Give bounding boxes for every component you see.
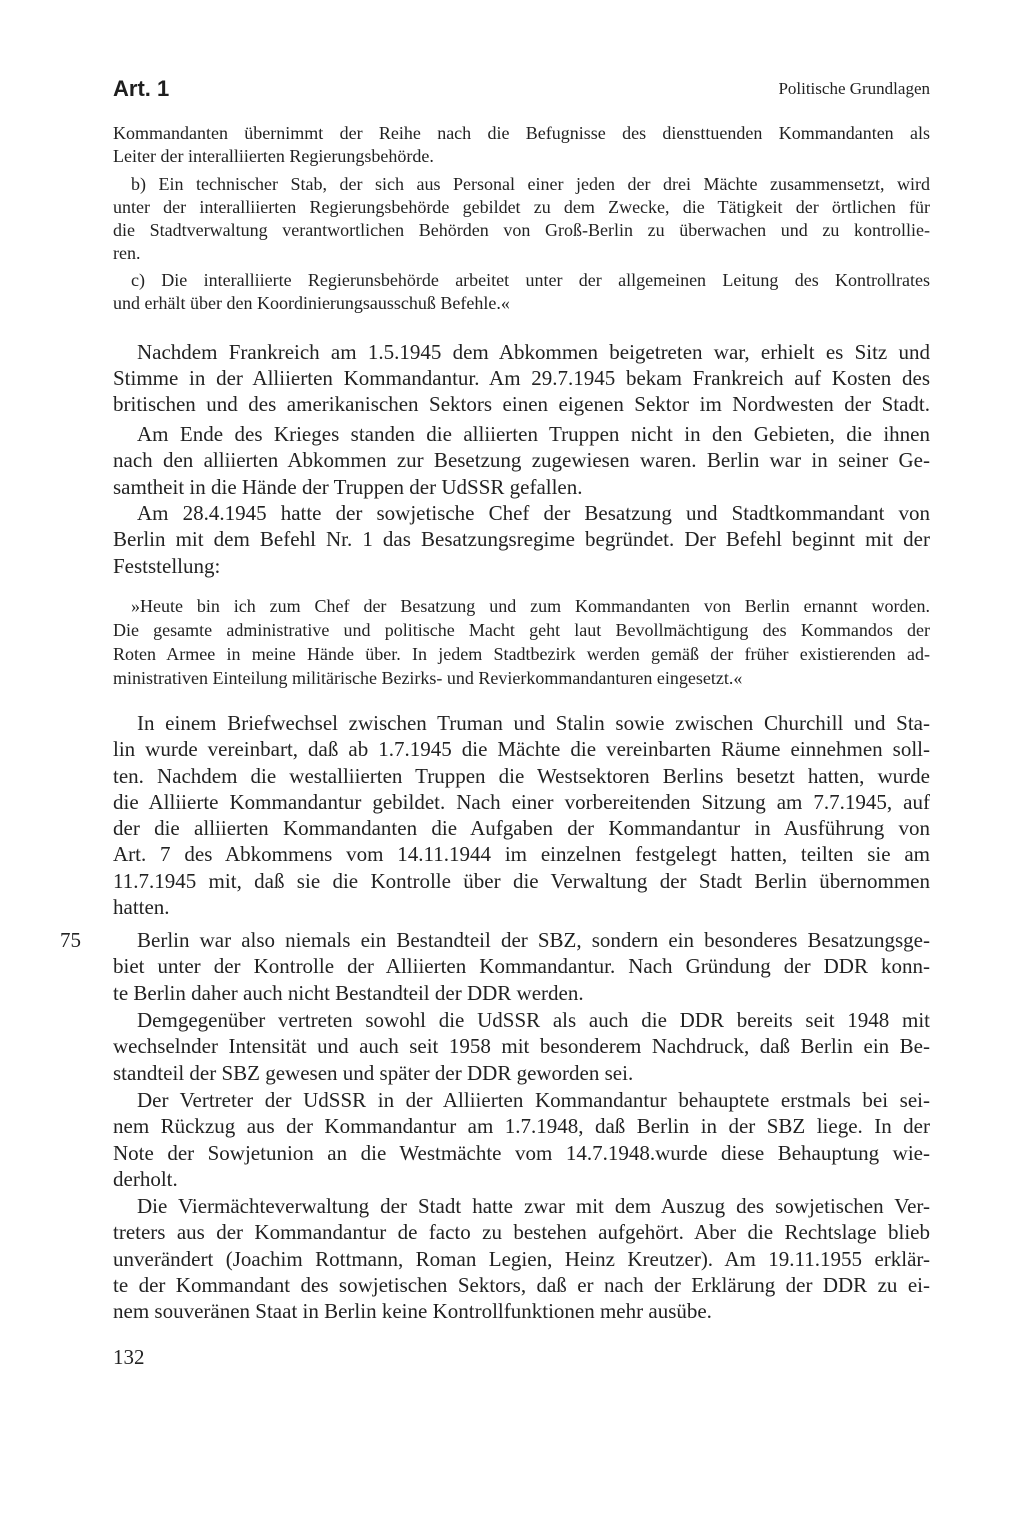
text-line: Der Vertreter der UdSSR in der Alliierten Kommandantur behauptete erstmals bei sei- (137, 1088, 930, 1112)
text-line: In einem Briefwechsel zwischen Truman und Stalin sowie zwischen Churchill und Sta- (137, 711, 930, 735)
text-line: Am Ende des Krieges standen die alliierten Truppen nicht in den Gebieten, die ihnen (137, 422, 930, 446)
text-line: Nachdem Frankreich am 1.5.1945 dem Abkommen beigetreten war, erhielt es Sitz und (137, 339, 930, 364)
text-line: te Berlin daher auch nicht Bestandteil der DDR werden. (113, 980, 584, 1005)
text-line: Die Viermächteverwaltung der Stadt hatte zwar mit dem Auszug des sowjetischen Ver- (137, 1194, 930, 1218)
text-line: ren. (113, 242, 141, 263)
text-line: Berlin war also niemals ein Bestandteil der SBZ, sondern ein besonderes Besatzungsge- (137, 928, 930, 952)
text-line: ten. Nachdem die westalliierten Truppen die Westsektoren Berlins besetzt hatten, wurde (113, 763, 930, 788)
body-paragraph (113, 500, 930, 579)
text-line: Art. 7 des Abkommens vom 14.11.1944 im einzelnen festgelegt hatten, teilten sie am (113, 842, 930, 867)
text-line: der die alliierten Kommandanten die Aufgaben der Kommandantur in Ausführung von (113, 816, 930, 841)
text-line: britischen und des amerikanischen Sektors einen eigenen Sektor im Nordwesten der Stadt. (113, 392, 930, 417)
text-line: Note der Sowjetunion an die Westmächte vom 14.7.1948.wurde diese Behauptung wie- (113, 1140, 930, 1165)
text-line: Roten Armee in meine Hände über. In jedem Stadtbezirk werden gemäß der früher existierenden ad- (113, 644, 930, 664)
body-paragraph (113, 339, 930, 418)
quote-continuation-paragraph (113, 122, 930, 168)
text-line: 11.7.1945 mit, daß sie die Kontrolle über die Verwaltung der Stadt Berlin übernommen (113, 868, 930, 893)
text-line: Demgegenüber vertreten sowohl die UdSSR als auch die DDR bereits seit 1948 mit (137, 1008, 930, 1032)
text-line: wechselnder Intensität und auch seit 1958 mit besonderem Nachdruck, daß Berlin ein Be- (113, 1034, 930, 1059)
body-paragraph (113, 1193, 930, 1324)
text-line: unter der interalliierten Regierungsbehörde gebildet zu dem Zwecke, die Tätigkeit der örtlichen für (113, 196, 930, 217)
text-line: Berlin mit dem Befehl Nr. 1 das Besatzungsregime begründet. Der Befehl beginnt mit der (113, 527, 930, 552)
body-paragraph (113, 1007, 930, 1086)
text-line: Leiter der interalliierten Regierungsbehörde. (113, 145, 434, 166)
text-line: Kommandanten übernimmt der Reihe nach die Befugnisse des diensttuenden Kommandanten als (113, 122, 930, 143)
text-line: die Stadtverwaltung verantwortlichen Behörden von Groß-Berlin zu überwachen und zu kontrollie- (113, 219, 930, 240)
body-paragraph (113, 1087, 930, 1192)
text-line: nach den alliierten Abkommen zur Besetzung zugewiesen waren. Berlin war in seiner Ge- (113, 448, 930, 473)
text-line: nem souveränen Staat in Berlin keine Kontrollfunktionen mehr ausübe. (113, 1299, 712, 1324)
text-line: b) Ein technischer Stab, der sich aus Personal einer jeden der drei Mächte zusammensetzt, wird (131, 173, 930, 194)
text-line: samtheit in die Hände der Truppen der UdSSR gefallen. (113, 474, 583, 499)
block-quote (113, 594, 930, 690)
text-line: lin wurde vereinbart, daß ab 1.7.1945 die Mächte die vereinbarten Räume einnehmen soll- (113, 737, 930, 762)
text-line: derholt. (113, 1166, 178, 1191)
text-line: biet unter der Kontrolle der Alliierten Kommandantur. Nach Gründung der DDR konn- (113, 954, 930, 979)
text-line: c) Die interalliierte Regierunsbehörde arbeitet unter der allgemeinen Leitung des Kontrollrates (131, 269, 930, 290)
body-paragraph (113, 421, 930, 500)
text-line: te der Kommandant des sowjetischen Sektors, daß er nach der Erklärung der DDR zu ei- (113, 1272, 930, 1297)
quote-continuation-paragraph (113, 173, 930, 265)
text-line: hatten. (113, 895, 170, 920)
body-paragraph (113, 927, 930, 1006)
text-line: treters aus der Kommandantur de facto zu bestehen aufgehört. Aber die Rechtslage blieb (113, 1220, 930, 1245)
page-number: 132 (113, 1345, 145, 1369)
text-line: Am 28.4.1945 hatte der sowjetische Chef der Besatzung und Stadtkommandant von (137, 501, 930, 525)
margin-number: 75 (60, 928, 81, 952)
text-line: »Heute bin ich zum Chef der Besatzung und zum Kommandanten von Berlin ernannt worden. (131, 596, 930, 616)
text-line: standteil der SBZ gewesen und später der DDR geworden sei. (113, 1060, 634, 1085)
text-line: ministrativen Einteilung militärische Bezirks- und Revierkommandanturen eingesetzt.« (113, 668, 743, 688)
section-title: Politische Grundlagen (778, 79, 930, 98)
body-paragraph (113, 710, 930, 920)
quote-continuation-paragraph (113, 269, 930, 315)
text-line: die Alliierte Kommandantur gebildet. Nach einer vorbereitenden Sitzung am 7.7.1945, auf (113, 789, 930, 814)
text-line: Feststellung: (113, 553, 221, 578)
text-line: nem Rückzug aus der Kommandantur am 1.7.1948, daß Berlin in der SBZ liege. In der (113, 1114, 930, 1139)
text-line: unverändert (Joachim Rottmann, Roman Legien, Heinz Kreutzer). Am 19.11.1955 erklär- (113, 1246, 930, 1271)
article-label: Art. 1 (113, 76, 170, 101)
text-line: und erhält über den Koordinierungsausschuß Befehle.« (113, 292, 510, 313)
text-line: Die gesamte administrative und politische Macht geht laut Bevollmächtigung des Kommandos der (113, 620, 930, 640)
text-line: Stimme in der Alliierten Kommandantur. Am 29.7.1945 bekam Frankreich auf Kosten des (113, 366, 930, 391)
